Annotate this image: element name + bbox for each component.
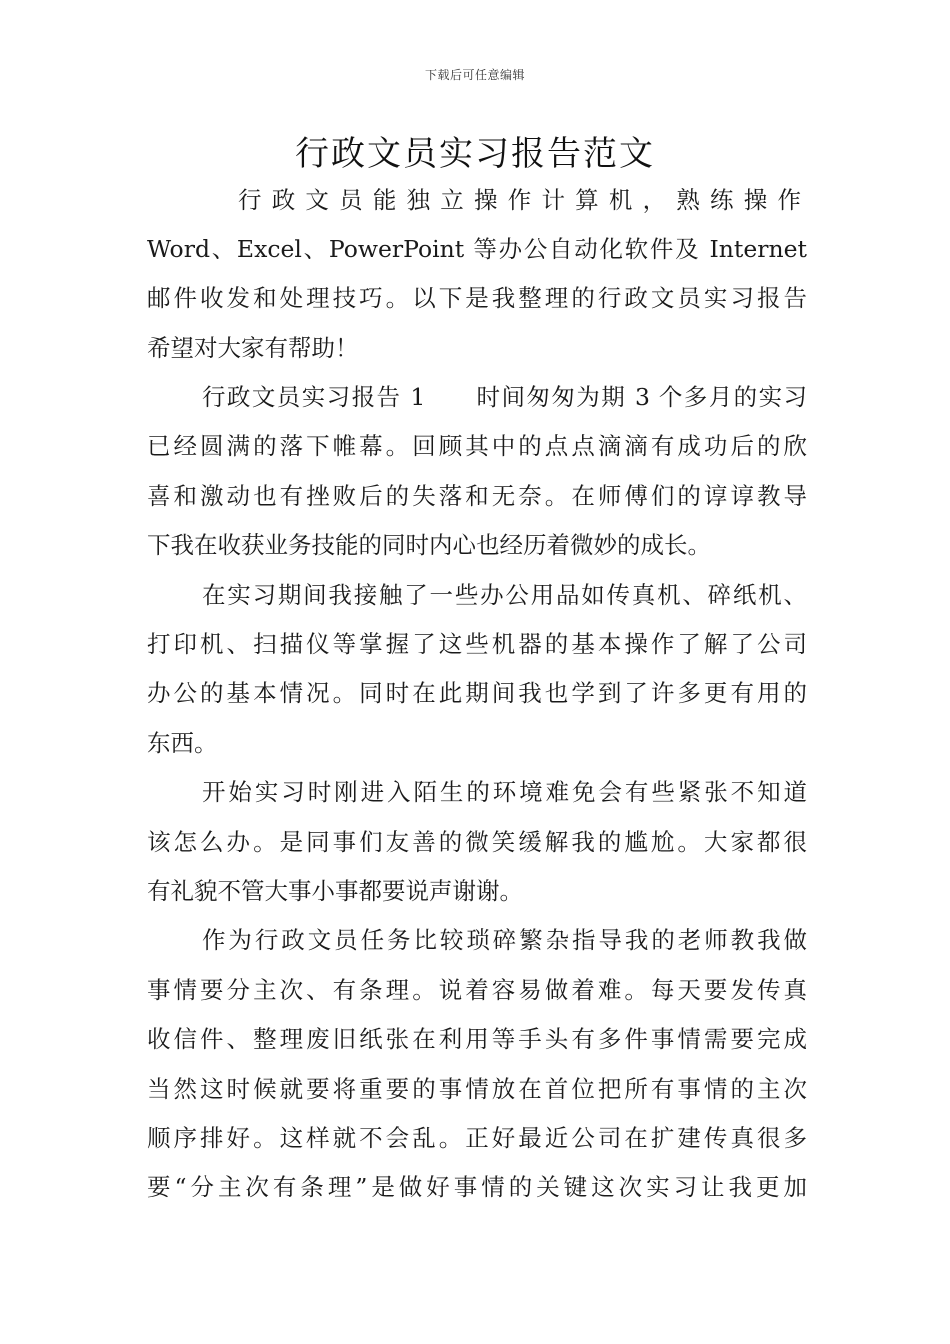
body-line: 要“分主次有条理”是做好事情的关键这次实习让我更加 [147,1173,807,1201]
body-line: 开始实习时刚进入陌生的环境难免会有些紧张不知道 [202,778,807,806]
body-line: 行政文员能独立操作计算机，熟练操作 [238,186,807,214]
body-line: 已经圆满的落下帷幕。回顾其中的点点滴滴有成功后的欣 [147,432,807,460]
body-line: 有礼貌不管大事小事都要说声谢谢。 [147,877,523,905]
body-line: 喜和激动也有挫败后的失落和无奈。在师傅们的谆谆教导 [147,482,807,510]
body-line: 作为行政文员任务比较琐碎繁杂指导我的老师教我做 [202,926,807,954]
body-line: 在实习期间我接触了一些办公用品如传真机、碎纸机、 [202,581,807,609]
body-line: 希望对大家有帮助！ [147,334,359,362]
body-line: 打印机、扫描仪等掌握了这些机器的基本操作了解了公司 [147,630,807,658]
header-note: 下载后可任意编辑 [424,68,525,82]
body-line: 该怎么办。是同事们友善的微笑缓解我的尴尬。大家都很 [147,828,807,856]
body-line: 收信件、整理废旧纸张在利用等手头有多件事情需要完成 [147,1025,807,1053]
body-line: 行政文员实习报告 1 时间匆匆为期 3 个多月的实习 [202,383,807,411]
body-line: 当然这时候就要将重要的事情放在首位把所有事情的主次 [147,1075,807,1103]
body-line: 办公的基本情况。同时在此期间我也学到了许多更有用的 [147,679,807,707]
body-line: 顺序排好。这样就不会乱。正好最近公司在扩建传真很多 [147,1124,807,1152]
document-title: 行政文员实习报告范文 [295,134,655,174]
body-line: 事情要分主次、有条理。说着容易做着难。每天要发传真 [147,976,807,1004]
body-line: 邮件收发和处理技巧。以下是我整理的行政文员实习报告 [147,284,807,312]
body-line: 东西。 [147,729,218,757]
body-line: 下我在收获业务技能的同时内心也经历着微妙的成长。 [147,531,711,559]
body-line: Word、Excel、PowerPoint 等办公自动化软件及 Internet [147,235,807,263]
